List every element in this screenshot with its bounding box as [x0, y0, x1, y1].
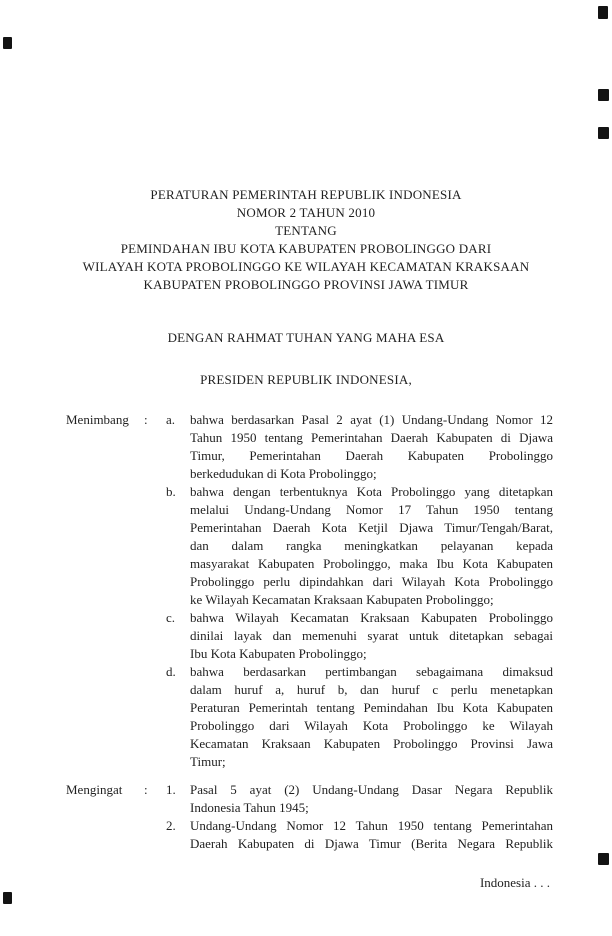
scan-artifact-mark: [598, 89, 609, 101]
text-line: Pasal 5 ayat (2) Undang-Undang Dasar Negara Republik: [190, 782, 553, 797]
clause-item-c: [166, 609, 553, 663]
clause-text: [190, 411, 553, 483]
catchword: Indonesia . . .: [479, 875, 550, 890]
text-line: Timur;: [190, 754, 226, 769]
section-items: [166, 411, 553, 771]
text-line: Ibu Kota Kabupaten Probolinggo;: [190, 646, 367, 661]
clause-marker: c.: [166, 610, 176, 625]
clause-marker: 1.: [166, 782, 176, 797]
clause-marker: 2.: [166, 818, 176, 833]
clause-item-d: [166, 663, 553, 771]
text-line: dalam huruf a, huruf b, dan huruf c perlu menetapkan: [190, 682, 553, 697]
text-line: Timur, Pemerintahan Daerah Kabupaten Probolinggo: [190, 448, 553, 463]
clause-text: [190, 781, 553, 817]
text-line: Probolinggo dari Wilayah Kota Probolinggo ke Wilayah: [190, 718, 553, 733]
clause-item-1: [166, 781, 553, 817]
clause-text: [190, 483, 553, 609]
text-line: bahwa Wilayah Kecamatan Kraksaan Kabupaten Probolinggo: [190, 610, 553, 625]
clause-item-2: [166, 817, 553, 853]
text-line: Tahun 1950 tentang Pemerintahan Daerah Kabupaten di Djawa: [190, 430, 553, 445]
text-line: melalui Undang-Undang Nomor 17 Tahun 1950 tentang: [190, 502, 553, 517]
text-line: PEMINDAHAN IBU KOTA KABUPATEN PROBOLINGGO DARI: [120, 241, 492, 256]
text-line: KABUPATEN PROBOLINGGO PROVINSI JAWA TIMUR: [143, 277, 469, 292]
text-line: dan dalam rangka meningkatkan pelayanan kepada: [190, 538, 553, 553]
section-label: Menimbang: [66, 412, 129, 427]
clause-item-b: [166, 483, 553, 609]
clause-item-a: [166, 411, 553, 483]
text-line: berkedudukan di Kota Probolinggo;: [190, 466, 377, 481]
text-line: Kecamatan Kraksaan Kabupaten Probolinggo Provinsi Jawa: [190, 736, 553, 751]
section-label: Mengingat: [66, 782, 123, 797]
section-mengingat: [66, 781, 553, 853]
text-line: WILAYAH KOTA PROBOLINGGO KE WILAYAH KECAMATAN KRAKSAAN: [82, 259, 530, 274]
clause-marker: a.: [166, 412, 176, 427]
text-line: bahwa berdasarkan Pasal 2 ayat (1) Undang-Undang Nomor 12: [190, 412, 553, 427]
scan-artifact-mark: [598, 6, 608, 19]
scan-artifact-mark: [3, 37, 12, 49]
regulation-title: [62, 186, 550, 294]
section-menimbang: [66, 411, 553, 771]
text-line: Pemerintahan Daerah Kota Ketjil Djawa Timur/Tengah/Barat,: [190, 520, 553, 535]
section-items: [166, 781, 553, 853]
clause-text: [190, 663, 553, 771]
text-line: masyarakat Kabupaten Probolinggo, maka Ibu Kota Kabupaten: [190, 556, 553, 571]
scan-artifact-mark: [598, 853, 609, 865]
preamble: [66, 411, 553, 853]
clause-marker: b.: [166, 484, 176, 499]
clause-text: [190, 609, 553, 663]
scan-artifact-mark: [3, 892, 12, 904]
text-line: ke Wilayah Kecamatan Kraksaan Kabupaten Probolinggo;: [190, 592, 494, 607]
section-colon: :: [144, 782, 148, 797]
text-line: Probolinggo perlu dipindahkan dari Wilayah Kota Probolinggo: [190, 574, 553, 589]
text-line: Daerah Kabupaten di Djawa Timur (Berita Negara Republik: [190, 836, 553, 851]
section-colon: :: [144, 412, 148, 427]
clause-text: [190, 817, 553, 853]
text-line: TENTANG: [275, 223, 337, 238]
scan-artifact-mark: [598, 127, 609, 139]
text-line: dinilai layak dan memenuhi syarat untuk ditetapkan sebagai: [190, 628, 553, 643]
text-line: Indonesia Tahun 1945;: [190, 800, 309, 815]
issuer-line: PRESIDEN REPUBLIK INDONESIA,: [200, 372, 412, 387]
text-line: Peraturan Pemerintah tentang Pemindahan Ibu Kota Kabupaten: [190, 700, 553, 715]
text-line: NOMOR 2 TAHUN 2010: [236, 205, 376, 220]
text-line: bahwa berdasarkan pertimbangan sebagaimana dimaksud: [190, 664, 553, 679]
text-line: Undang-Undang Nomor 12 Tahun 1950 tentang Pemerintahan: [190, 818, 553, 833]
text-line: bahwa dengan terbentuknya Kota Probolinggo yang ditetapkan: [190, 484, 553, 499]
clause-marker: d.: [166, 664, 176, 679]
text-line: PERATURAN PEMERINTAH REPUBLIK INDONESIA: [150, 187, 462, 202]
invocation-line: DENGAN RAHMAT TUHAN YANG MAHA ESA: [167, 330, 445, 345]
